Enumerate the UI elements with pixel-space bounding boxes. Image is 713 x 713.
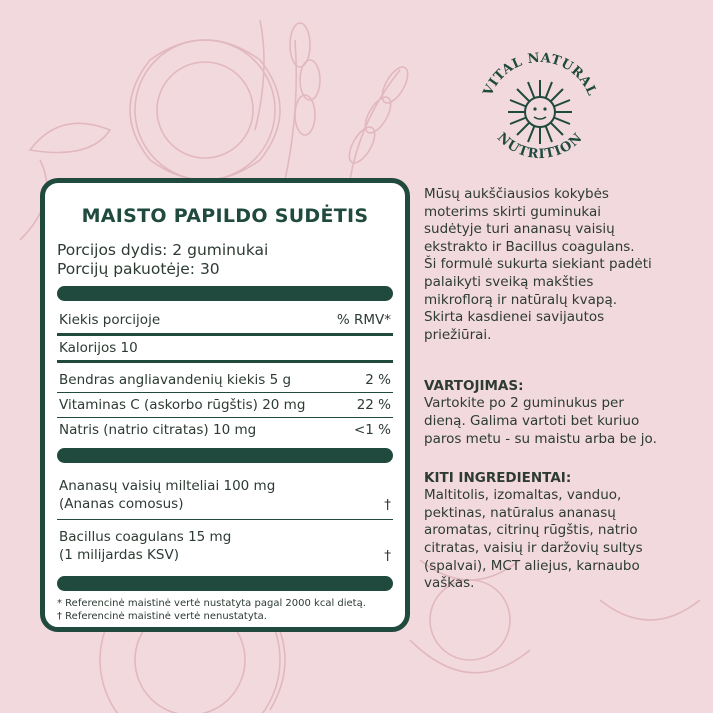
usage-line: Vartokite po 2 guminukus per <box>424 395 624 412</box>
ingredient-name: Bacillus coagulans 15 mg <box>59 529 232 545</box>
ingredients-line: vaškas. <box>424 575 475 592</box>
ingredient-row <box>57 469 393 519</box>
ingredient-dv: † <box>384 497 391 513</box>
servings-per-container: Porcijų pakuotėje: 30 <box>57 260 220 278</box>
serving-size: Porcijos dydis: 2 guminukai <box>57 241 269 259</box>
usage-line: paros metu - su maistu arba be jo. <box>424 430 657 447</box>
description-column <box>424 186 694 593</box>
usage-line: dieną. Galima vartoti bet kuriuo <box>424 412 640 429</box>
ingredients-line: citratas, vaisių ir daržovių sultys <box>424 539 643 556</box>
nutrient-dv: 2 % <box>365 372 391 388</box>
intro-line: moterims skirti guminukai <box>424 203 602 220</box>
amount-header-row <box>57 307 393 333</box>
divider-bar <box>57 286 393 301</box>
divider-bar <box>57 448 393 463</box>
supplement-facts-panel <box>40 178 410 632</box>
nutrient-name: Natris (natrio citratas) 10 mg <box>59 422 257 438</box>
ingredient-dv: † <box>384 548 391 564</box>
intro-line: mikroflorą ir natūralų kvapą. <box>424 291 618 308</box>
divider-bar <box>57 576 393 591</box>
intro-text <box>424 186 694 344</box>
sun-icon <box>508 80 572 144</box>
intro-line: Skirta kasdienei savijautos <box>424 309 605 326</box>
ingredient-name: Ananasų vaisių milteliai 100 mg <box>59 478 276 494</box>
usage-text <box>424 395 694 448</box>
nutrient-row <box>57 418 393 442</box>
ingredients-line: pektinas, natūralus ananasų <box>424 504 616 521</box>
intro-line: ekstrakto ir Bacillus coagulans. <box>424 238 635 255</box>
brand-name-top: VITAL NATURAL <box>480 50 600 99</box>
brand-logo <box>470 40 610 170</box>
intro-line: Mūsų aukščiausios kokybės <box>424 186 609 202</box>
dv-header: % RMV* <box>336 312 391 328</box>
intro-line: priežiūrai. <box>424 326 492 343</box>
footnote-rmv: * Referencinė maistinė vertė nustatyta pagal 2000 kcal dietą. <box>57 598 366 609</box>
footnote-dagger: † Referencinė maistinė vertė nenustatyta. <box>57 611 267 622</box>
footnotes <box>57 597 393 623</box>
usage-heading: VARTOJIMAS: <box>424 378 524 395</box>
intro-line: palaikyti sveiką makšties <box>424 273 594 290</box>
brand-name-bottom: NUTRITION <box>494 130 586 163</box>
ingredients-line: aromatas, citrinų rūgštis, natrio <box>424 522 638 539</box>
nutrient-name: Vitaminas C (askorbo rūgštis) 20 mg <box>59 397 306 413</box>
other-ingredients-heading: KITI INGREDIENTAI: <box>424 470 572 487</box>
ingredient-sub: (1 milijardas KSV) <box>59 547 179 563</box>
intro-line: sudėtyje turi ananasų vaisių <box>424 221 615 238</box>
nutrient-dv: <1 % <box>353 422 391 438</box>
nutrient-row <box>57 393 393 417</box>
intro-line: Ši formulė sukurta siekiant padėti <box>424 256 652 273</box>
nutrient-name: Bendras angliavandenių kiekis 5 g <box>59 372 292 388</box>
ingredient-sub: (Ananas comosus) <box>59 496 184 512</box>
calories: Kalorijos 10 <box>59 340 138 356</box>
panel-title: MAISTO PAPILDO SUDĖTIS <box>81 205 369 227</box>
nutrient-row <box>57 363 393 392</box>
ingredients-line: Maltitolis, izomaltas, vanduo, <box>424 487 622 504</box>
other-ingredients-text <box>424 487 694 593</box>
ingredient-row <box>57 520 393 570</box>
amount-header: Kiekis porcijoje <box>59 312 161 328</box>
ingredients-line: (spalvai), MCT aliejus, karnaubo <box>424 557 640 574</box>
calories-row <box>57 336 393 360</box>
nutrient-dv: 22 % <box>356 397 391 413</box>
